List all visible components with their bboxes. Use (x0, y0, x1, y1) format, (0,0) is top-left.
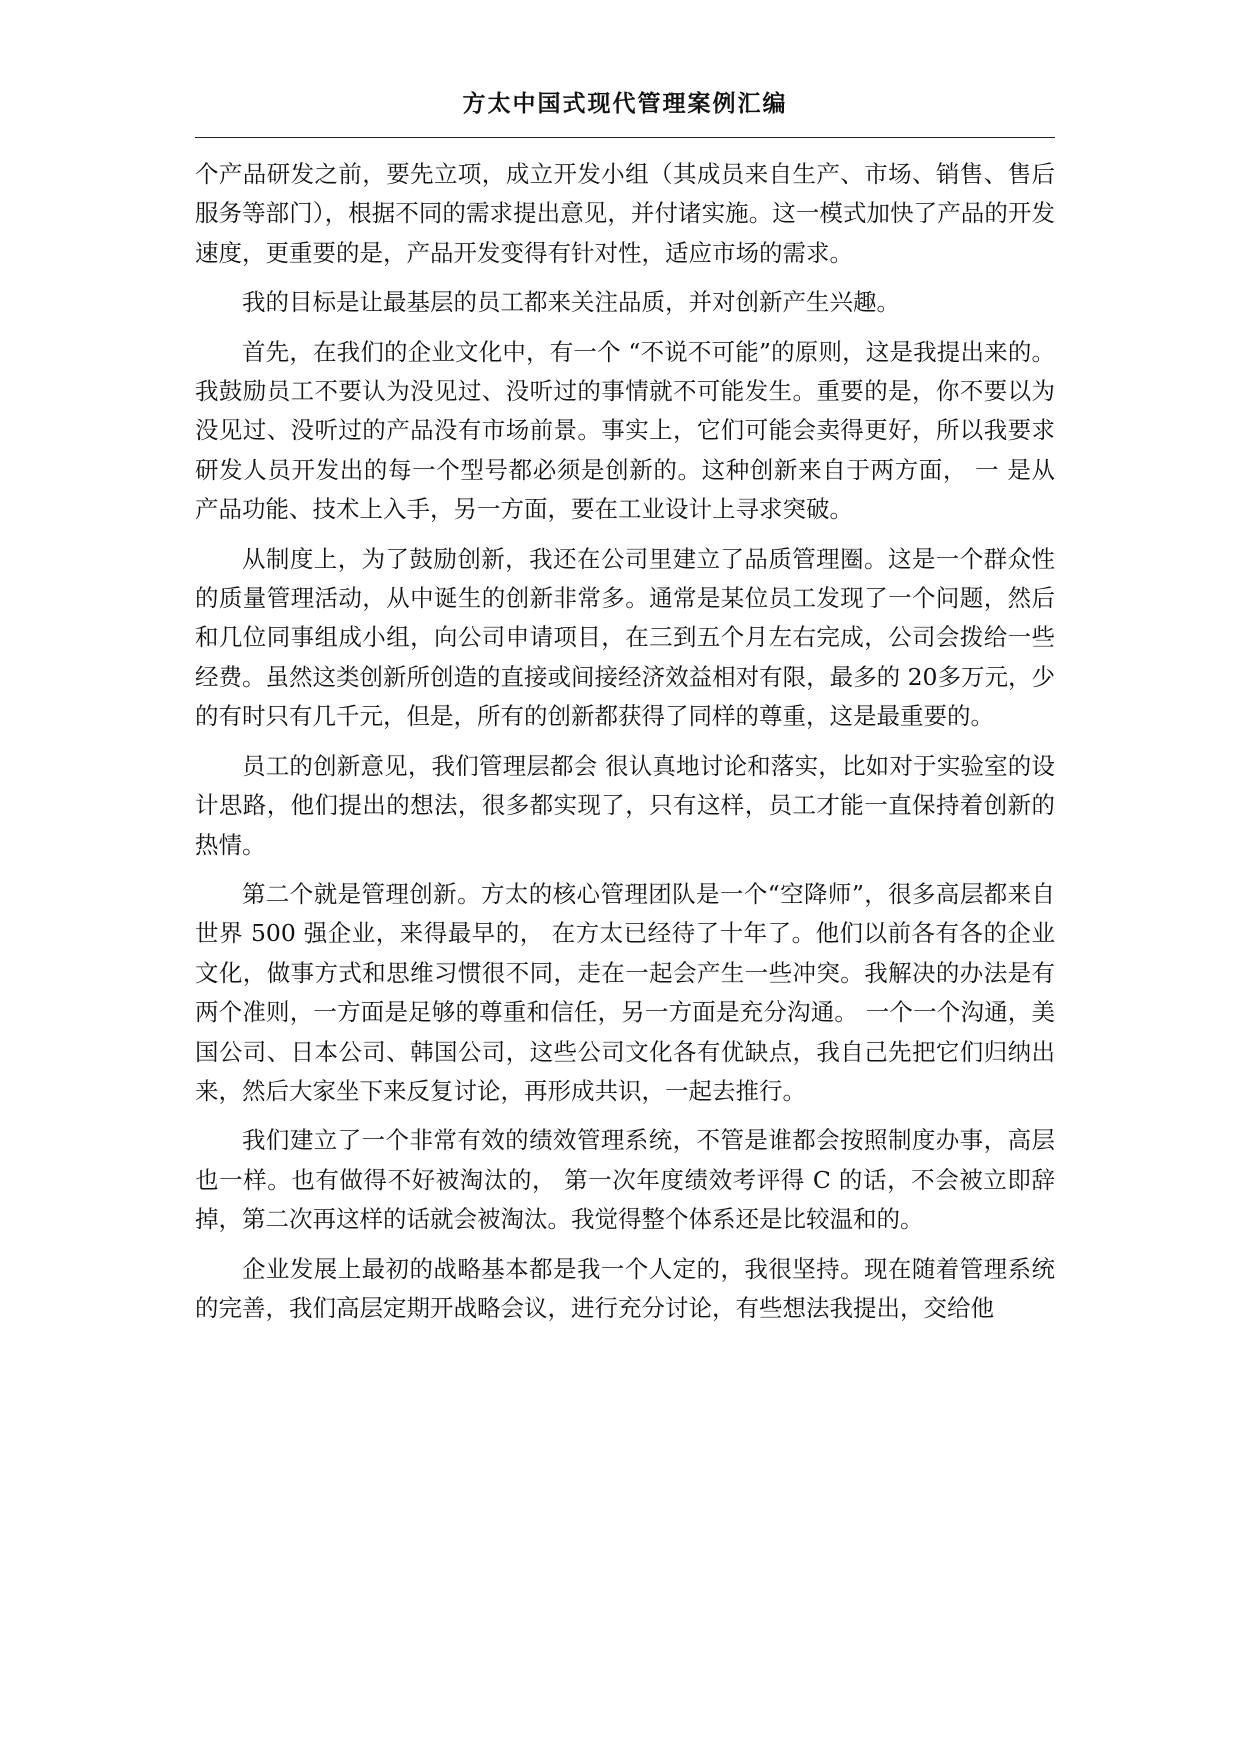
page-header-title: 方太中国式现代管理案例汇编 (462, 90, 788, 117)
paragraph: 第二个就是管理创新。方太的核心管理团队是一个“空降师”，很多高层都来自世界 500 强企业，来得最早的， 在方太已经待了十年了。他们以前各有各的企业文化，做事方式和思维习惯很不同，走在一起会产生一些冲突。我解决的办法是有两个准则，一方面是足够的尊重和信任，另一方面是充分沟通。 一个一个沟通，美国公司、日本公司、韩国公司，这些公司文化各有优缺点，我自己先把它们归纳出来，然后大家坐下来反复讨论，再形成共识，一起去推行。 (195, 879, 1055, 1105)
header-divider (195, 137, 1055, 138)
paragraph: 我们建立了一个非常有效的绩效管理系统，不管是谁都会按照制度办事，高层也一样。也有做得不好被淘汰的， 第一次年度绩效考评得 C 的话，不会被立即辞掉，第二次再这样的话就会被淘汰。我觉得整个体系还是比较温和的。 (195, 1126, 1055, 1234)
paragraph: 从制度上，为了鼓励创新，我还在公司里建立了品质管理圈。这是一个群众性的质量管理活动，从中诞生的创新非常多。通常是某位员工发现了一个问题，然后和几位同事组成小组，向公司申请项目，在三到五个月左右完成，公司会拨给一些经费。虽然这类创新所创造的直接或间接经济效益相对有限，最多的 20多万元，少的有时只有几千元，但是，所有的创新都获得了同样的尊重，这是最重要的。 (195, 544, 1055, 731)
paragraph: 企业发展上最初的战略基本都是我一个人定的，我很坚持。现在随着管理系统的完善，我们高层定期开战略会议，进行充分讨论，有些想法我提出，交给他 (195, 1254, 1055, 1322)
paragraph: 我的目标是让最基层的员工都来关注品质，并对创新产生兴趣。 (242, 288, 900, 317)
paragraph: 首先，在我们的企业文化中，有一个 “不说不可能”的原则，这是我提出来的。我鼓励员工不要认为没见过、没听过的事情就不可能发生。重要的是，你不要以为没见过、没听过的产品没有市场前景。事实上，它们可能会卖得更好，所以我要求研发人员开发出的每一个型号都必须是创新的。这种创新来自于两方面， 一 是从产品功能、技术上入手，另一方面，要在工业设计上寻求突破。 (195, 337, 1055, 524)
paragraph-continuation: 个产品研发之前，要先立项，成立开发小组（其成员来自生产、市场、销售、售后服务等部门），根据不同的需求提出意见，并付诸实施。这一模式加快了产品的开发速度，更重要的是，产品开发变得有针对性，适应市场的需求。 (195, 160, 1055, 267)
document-body (195, 155, 1055, 1338)
paragraph: 员工的创新意见，我们管理层都会 很认真地讨论和落实，比如对于实验室的设计思路，他们提出的想法，很多都实现了，只有这样，员工才能一直保持着创新的热情。 (195, 751, 1055, 859)
